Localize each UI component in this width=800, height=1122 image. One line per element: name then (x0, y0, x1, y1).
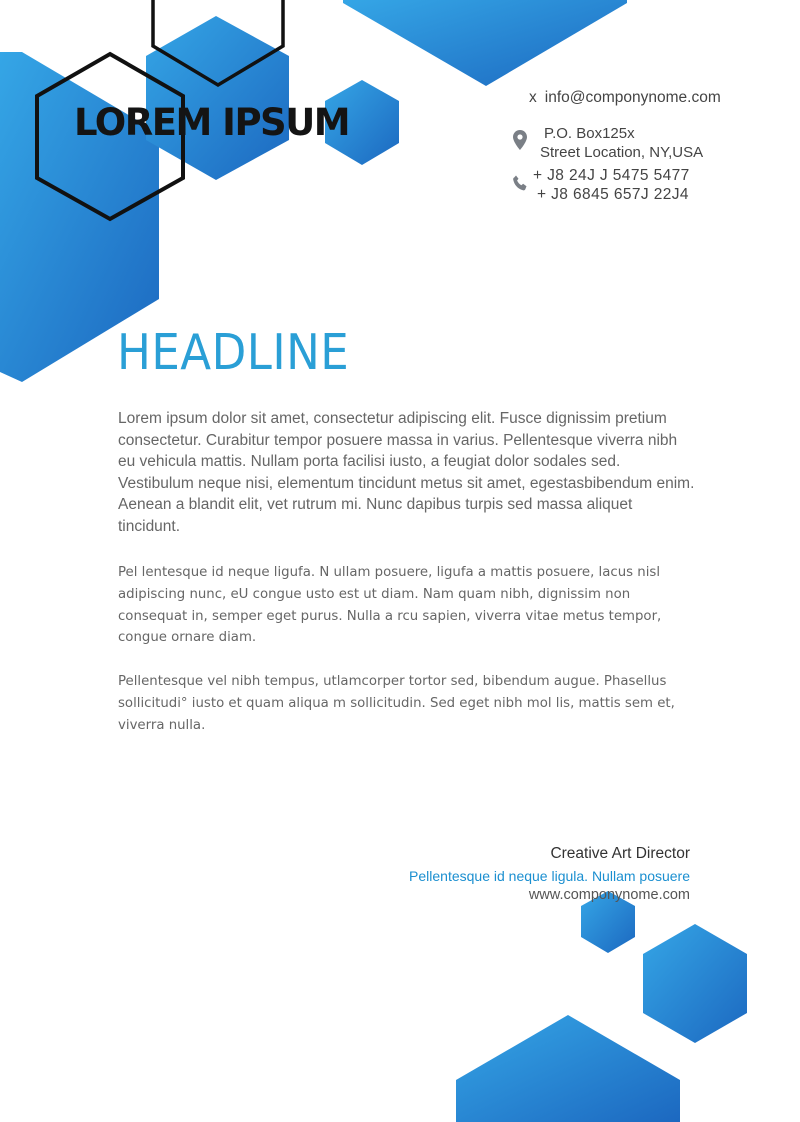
hex-bottom-medium (643, 924, 747, 1043)
headline: HEADLINE (117, 324, 350, 381)
contact-phones (533, 166, 690, 204)
company-logo: LOREM IPSUM (74, 101, 350, 144)
contact-email[interactable] (529, 88, 721, 107)
signature-website[interactable]: www.componynome.com (528, 887, 690, 903)
hex-top-center (343, 0, 627, 86)
body-paragraph-2: Pel lentesque id neque ligufa. N ullam posuere, ligufa a mattis posuere, lacus nisl adipiscing nunc, eU congue usto est ut diam. Nam quam nibh, dignissim non consequat in, semper eget purus. Nulla a rcu sapien, viverra vitae metus tempor, congue ornare diam. (118, 565, 662, 646)
address-line-1: P.O. Box125x (544, 125, 635, 142)
body-paragraph-1: Lorem ipsum dolor sit amet, consectetur adipiscing elit. Fusce dignissim pretium consectetur. Curabitur tempor posuere massa in varius. Pellentesque viverra nibh eu vehicula mattis. Nullam porta facilisi iusto, a feugiat dolor sodales sed. Vestibulum neque nisi, elementum tincidunt metus sit amet, egestasbibendum enim. Aenean a blandit elit, vet rutrum mi. Nunc dapibus turpis sed massa aliquet tincidunt. (118, 410, 695, 535)
location-pin-icon (513, 130, 527, 150)
email-marker: x (529, 89, 537, 106)
phone-line-2[interactable]: + J8 6845 657J 22J4 (537, 186, 689, 203)
phone-icon (513, 175, 527, 191)
hex-behind-logo (146, 16, 289, 180)
phone-line-1[interactable]: + J8 24J J 5475 5477 (533, 167, 690, 184)
body-paragraph-3: Pellentesque vel nibh tempus, utlamcorper tortor sed, bibendum augue. Phasellus sollicitudi° iusto et quam aliqua m sollicitudin. Sed eget nibh mol lis, mattis sem et, viverra nulla. (118, 674, 675, 733)
hex-bottom-large (456, 1015, 680, 1122)
signature-title: Creative Art Director (550, 845, 690, 862)
signature-subtitle: Pellentesque id neque ligula. Nullam posuere (409, 868, 690, 884)
contact-address (540, 124, 703, 162)
email-text[interactable]: info@componynome.com (544, 89, 721, 106)
address-line-2: Street Location, NY,USA (540, 144, 704, 161)
